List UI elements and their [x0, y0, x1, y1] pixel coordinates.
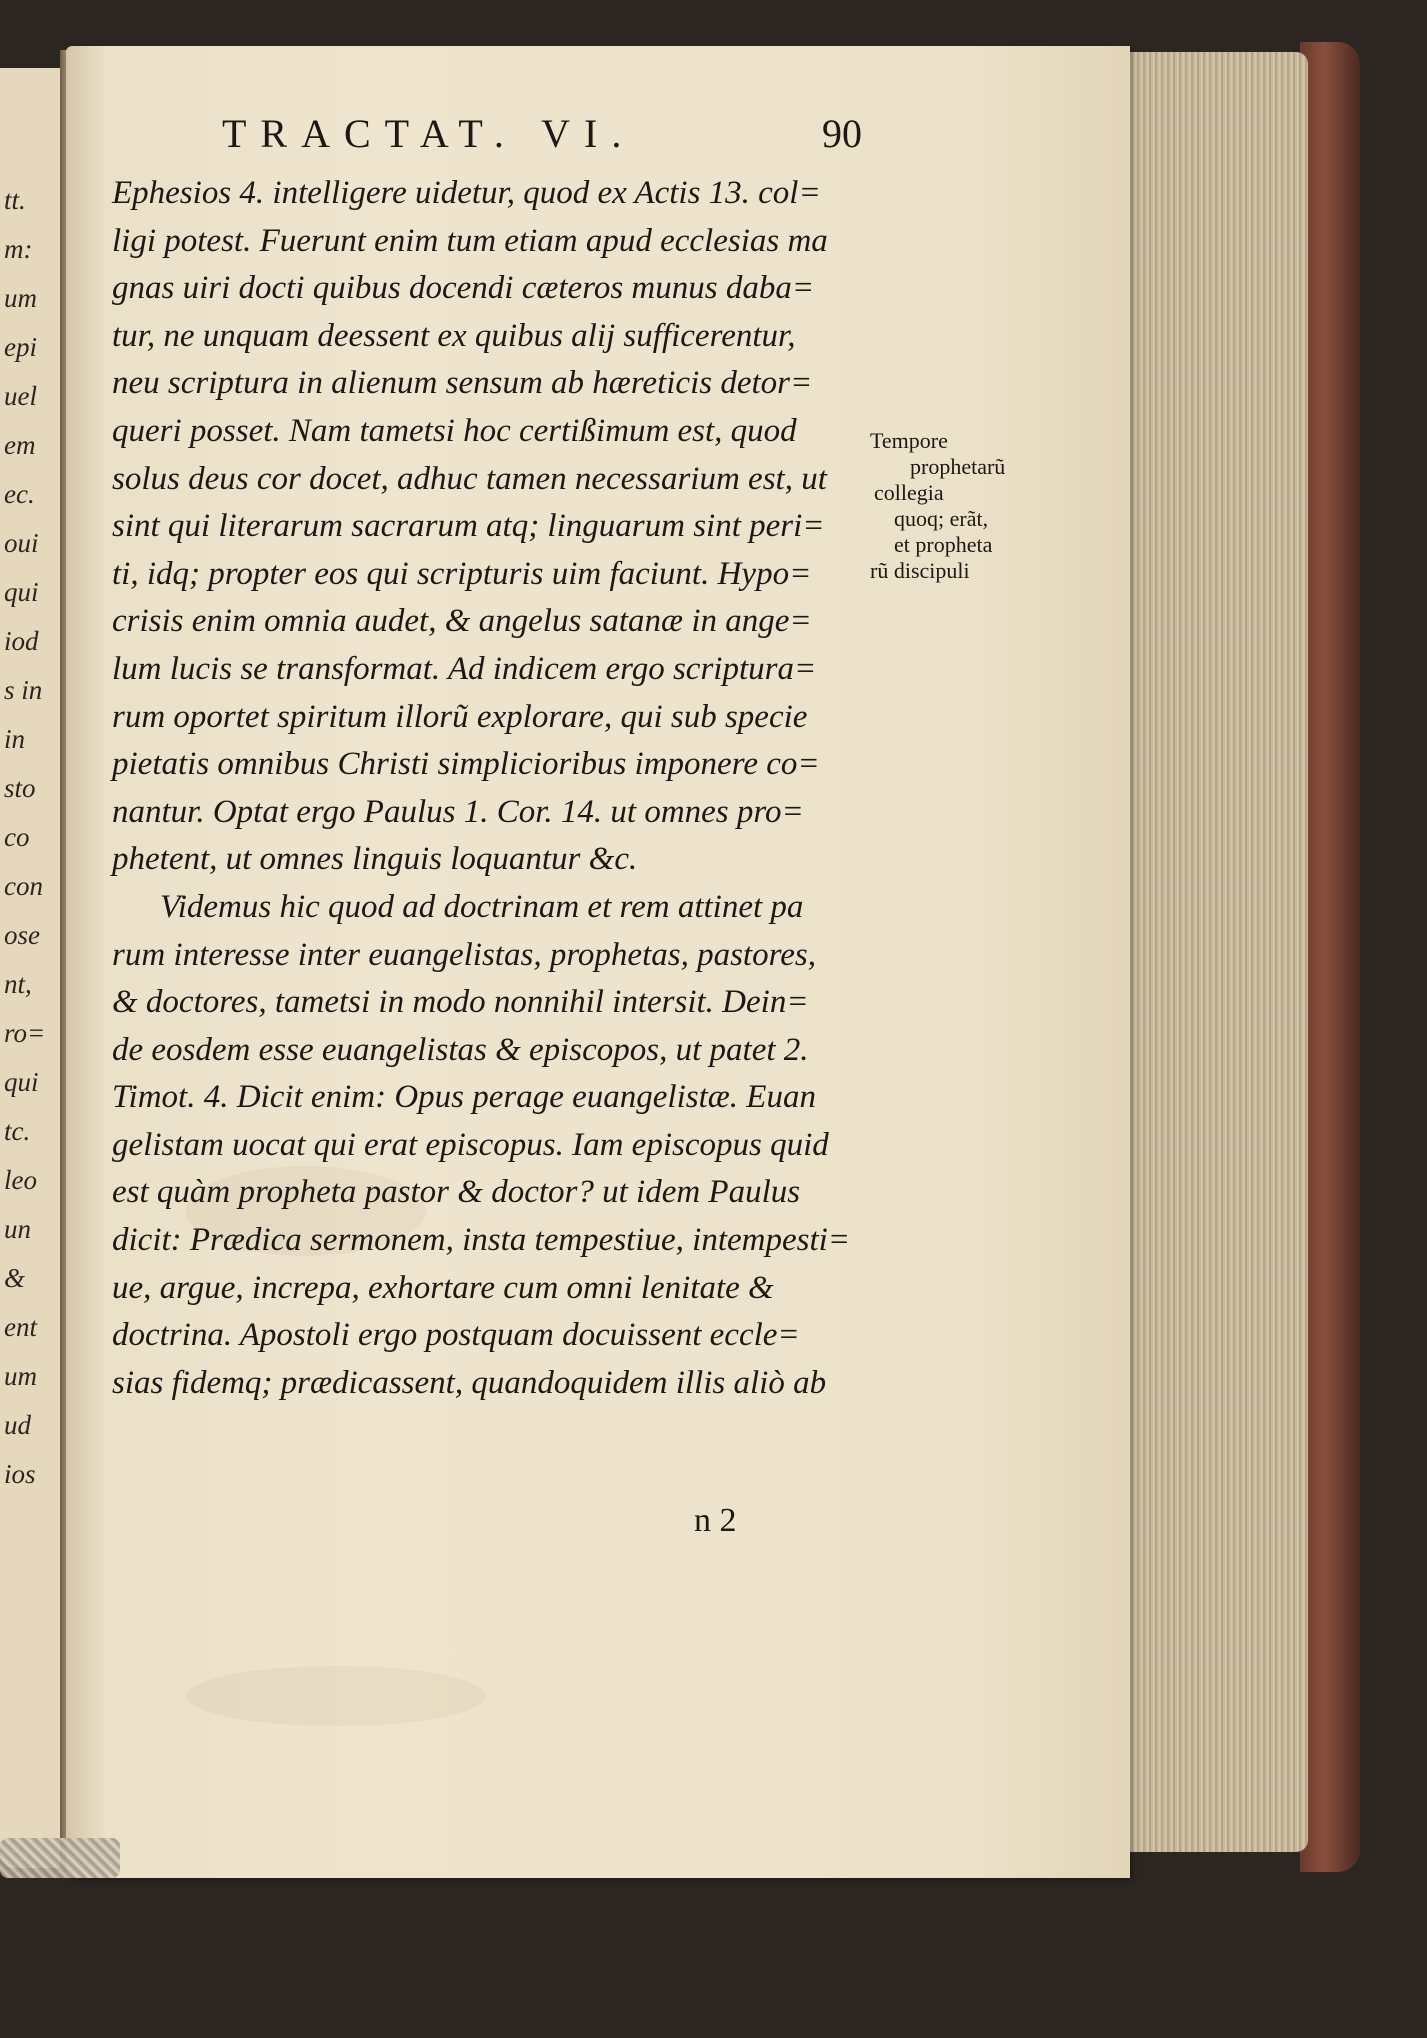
text-line: rum oportet spiritum illorũ explorare, qui sub specie	[112, 698, 808, 735]
left-page-fragment: leo	[4, 1165, 37, 1195]
text-line: sias fidemq; prædicassent, quandoquidem illis aliò ab	[112, 1364, 827, 1401]
text-line: tur, ne unquam deessent ex quibus alij sufficerentur,	[112, 317, 796, 354]
headband	[0, 1838, 120, 1878]
text-line: crisis enim omnia audet, & angelus satanæ in ange=	[112, 603, 812, 640]
text-line: phetent, ut omnes linguis loquantur &c.	[112, 841, 638, 878]
text-line: est quàm propheta pastor & doctor? ut idem Paulus	[112, 1174, 801, 1211]
left-page-fragment: qui	[4, 577, 39, 607]
left-page-fragment: tc.	[4, 1116, 31, 1146]
running-head	[222, 110, 862, 164]
text-line: ligi potest. Fuerunt enim tum etiam apud ecclesias ma	[112, 222, 828, 259]
left-page-fragment: ent	[4, 1312, 37, 1342]
text-line: pietatis omnibus Christi simplicioribus imponere co=	[112, 746, 820, 783]
text-line: de eosdem esse euangelistas & episcopos, ut patet 2.	[112, 1031, 809, 1068]
left-page-fragment: ose	[4, 920, 40, 950]
left-page-fragment: con	[4, 871, 43, 901]
text-line: dicit: Prædica sermonem, insta tempestiue, intempesti=	[112, 1222, 851, 1259]
text-line: Timot. 4. Dicit enim: Opus perage euangelistæ. Euan	[112, 1079, 816, 1116]
left-page-fragment: un	[4, 1214, 31, 1244]
text-line: ue, argue, increpa, exhortare cum omni lenitate &	[112, 1269, 774, 1306]
left-page-fragment: ios	[4, 1459, 36, 1489]
book-cover-edge	[1300, 42, 1360, 1872]
left-page-fragment: ec.	[4, 479, 35, 509]
text-line: neu scriptura in alienum sensum ab hæreticis detor=	[112, 365, 813, 402]
left-page-fragment: um	[4, 1361, 37, 1391]
text-line: ti, idq; propter eos qui scripturis uim faciunt. Hypo=	[112, 555, 812, 592]
text-line: queri posset. Nam tametsi hoc certißimum est, quod	[112, 412, 797, 449]
left-page-fragment: sto	[4, 773, 36, 803]
text-line: Ephesios 4. intelligere uidetur, quod ex Actis 13. col=	[112, 175, 821, 211]
text-line: solus deus cor docet, adhuc tamen necessarium est, ut	[112, 460, 827, 497]
left-page-fragment: em	[4, 430, 36, 460]
left-page	[0, 68, 63, 1868]
left-page-fragment: oui	[4, 528, 39, 558]
left-page-fragment: qui	[4, 1067, 39, 1097]
left-page-fragment: ud	[4, 1410, 31, 1440]
left-page-fragment: ro=	[4, 1018, 46, 1048]
running-head-title: TRACTAT. VI.	[222, 111, 636, 156]
page-block-edges	[1128, 52, 1308, 1852]
text-line: Videmus hic quod ad doctrinam et rem attinet pa	[160, 888, 804, 925]
left-page-fragment: &	[4, 1263, 26, 1293]
marginal-note-line: quoq; erãt,	[894, 506, 989, 531]
left-page-fragment: nt,	[4, 969, 32, 999]
left-page-fragment: m:	[4, 234, 33, 264]
left-page-fragment: s in	[4, 675, 43, 705]
text-line: nantur. Optat ergo Paulus 1. Cor. 14. ut omnes pro=	[112, 793, 804, 830]
marginal-note	[870, 428, 1030, 584]
text-line: gelistam uocat qui erat episcopus. Iam episcopus quid	[112, 1126, 829, 1163]
signature-mark: n 2	[694, 1502, 737, 1539]
marginal-note-line: rũ discipuli	[870, 558, 970, 583]
text-line: rum interesse inter euangelistas, prophetas, pastores,	[112, 936, 816, 973]
left-page-fragment: tt.	[4, 185, 26, 215]
page-number: 90	[822, 111, 862, 156]
left-page-fragment: iod	[4, 626, 39, 656]
left-page-fragment: um	[4, 283, 37, 313]
body-text	[112, 170, 878, 1407]
left-page-fragment: co	[4, 822, 30, 852]
text-line: gnas uiri docti quibus docendi cæteros munus daba=	[112, 270, 815, 307]
marginal-note-line: et propheta	[894, 532, 993, 557]
marginal-note-line: Tempore	[870, 428, 948, 453]
left-page-fragment: epi	[4, 332, 37, 362]
text-line: sint qui literarum sacrarum atq; linguarum sint peri=	[112, 508, 825, 545]
page-stain	[186, 1666, 486, 1726]
left-page-fragment: in	[4, 724, 26, 754]
text-line: & doctores, tametsi in modo nonnihil intersit. Dein=	[112, 984, 809, 1021]
text-line: doctrina. Apostoli ergo postquam docuissent eccle=	[112, 1317, 800, 1354]
marginal-note-line: collegia	[874, 480, 944, 505]
text-line: lum lucis se transformat. Ad indicem ergo scriptura=	[112, 650, 817, 687]
marginal-note-line: prophetarũ	[910, 454, 1006, 479]
left-page-fragment: uel	[4, 381, 37, 411]
